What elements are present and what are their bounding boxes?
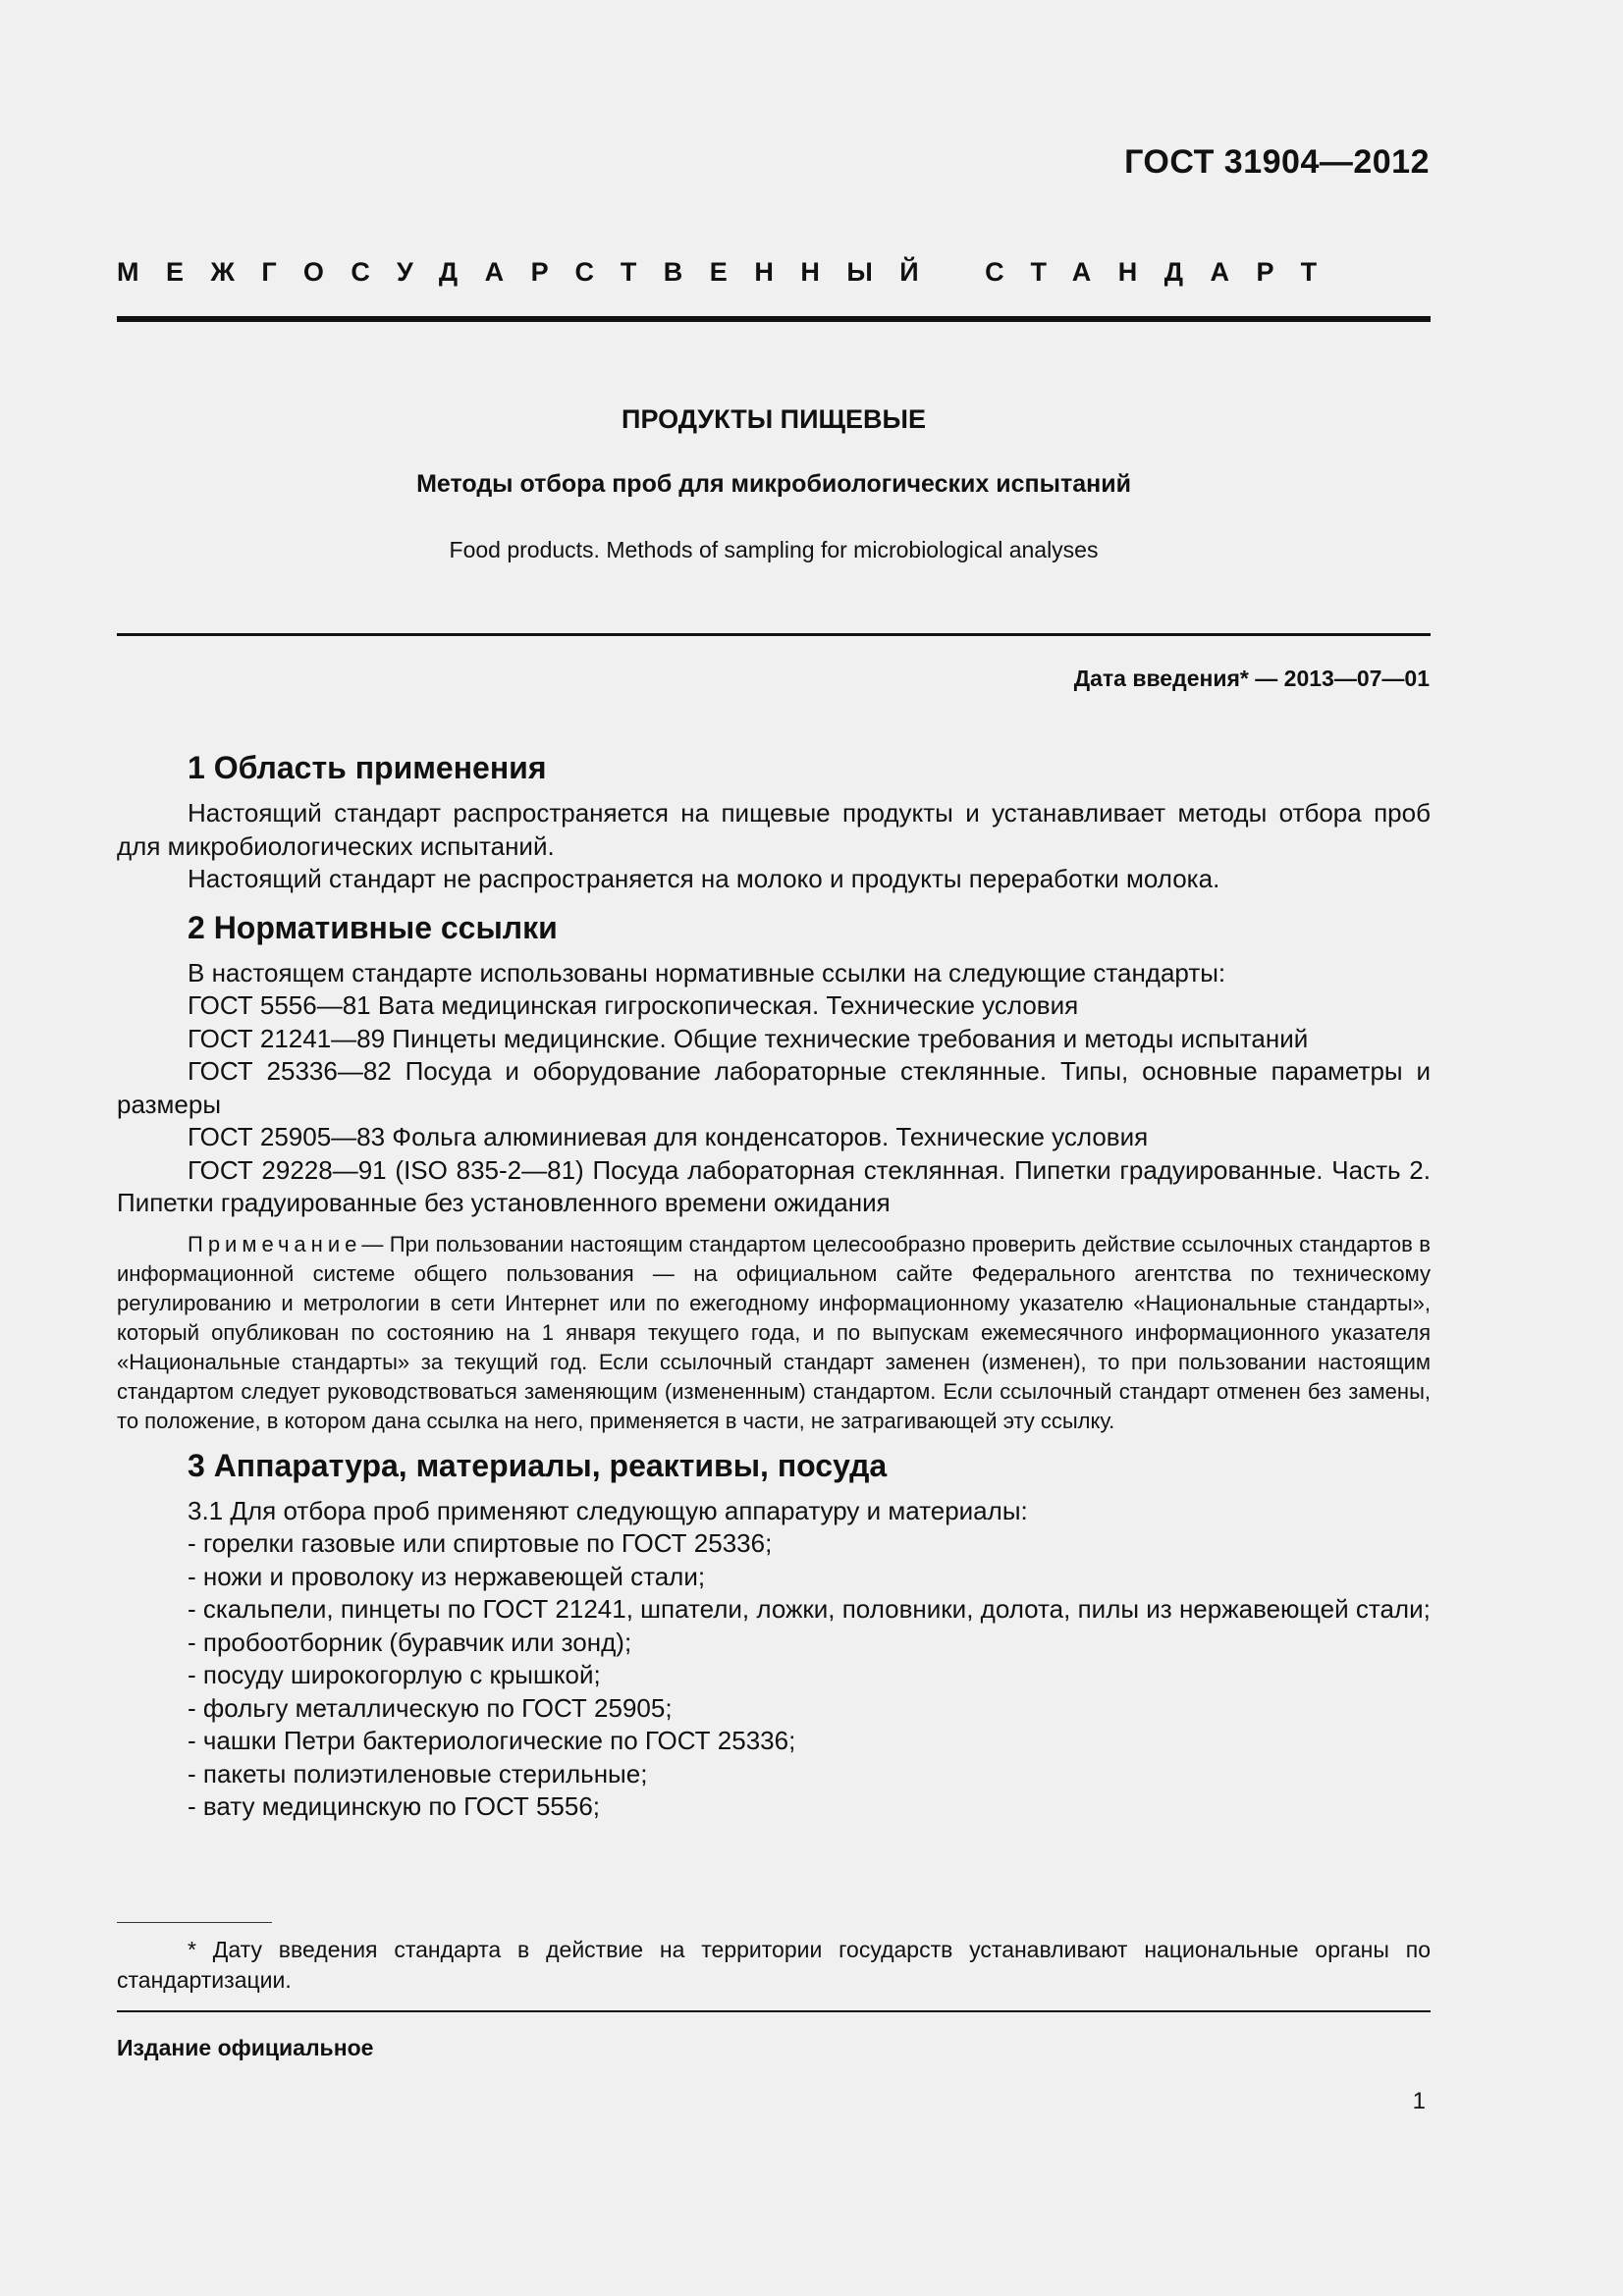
reference-item: ГОСТ 21241—89 Пинцеты медицинские. Общие технические требования и методы испытаний xyxy=(188,1023,1309,1053)
banner-right: СТАНДАРТ xyxy=(985,257,1344,287)
title-rule xyxy=(117,633,1431,636)
section-2-heading: 2 Нормативные ссылки xyxy=(188,909,558,945)
paragraph: Настоящий стандарт распространяется на пищевые продукты и устанавливает методы отбора проб для микробиологических испытаний. xyxy=(117,798,1431,861)
reference-item: ГОСТ 29228—91 (ISO 835-2—81) Посуда лабораторная стеклянная. Пипетки градуированные. Часть 2. Пипетки градуированные без установленного времени ожидания xyxy=(117,1154,1431,1217)
footer-rule xyxy=(117,2010,1431,2012)
edition-label: Издание официальное xyxy=(117,2035,374,2060)
reference-item: ГОСТ 25336—82 Посуда и оборудование лабораторные стеклянные. Типы, основные параметры и размеры xyxy=(117,1056,1431,1119)
page-number: 1 xyxy=(1412,2088,1426,2114)
paragraph: Настоящий стандарт не распространяется на молоко и продукты переработки молока. xyxy=(188,864,1220,893)
section-3-heading: 3 Аппаратура, материалы, реактивы, посуда xyxy=(188,1447,888,1483)
list-item: - скальпели, пинцеты по ГОСТ 21241, шпатели, ложки, половники, долота, пилы из нержавеющей стали; xyxy=(188,1594,1431,1624)
list-item: - посуду широкогорлую с крышкой; xyxy=(188,1660,601,1689)
banner-left: МЕЖГОСУДАРСТВЕННЫЙ xyxy=(117,257,947,287)
paragraph: В настоящем стандарте использованы нормативные ссылки на следующие стандарты: xyxy=(188,957,1226,988)
footnote: * Дату введения стандарта в действие на территории государств устанавливают национальные органы по стандартизации. xyxy=(117,1937,1431,1993)
footnote-rule xyxy=(117,1922,272,1923)
document-subtitle: Методы отбора проб для микробиологических испытаний xyxy=(416,470,1131,498)
document-title: ПРОДУКТЫ ПИЩЕВЫЕ xyxy=(622,404,926,434)
section-1-heading: 1 Область применения xyxy=(188,750,547,785)
list-item: - пакеты полиэтиленовые стерильные; xyxy=(188,1758,648,1789)
note-text: — При пользовании настоящим стандартом целесообразно проверить действие ссылочных стандартов в информационной системе общего пользования — на официальном сайте Федерального агентства по техническому регулированию и метрологии в сети Интернет или по ежегодному информационному указателю «Национальные стандарты», который опубликован по состоянию на 1 января текущего года, и по выпускам ежемесячного информационного указателя «Национальные стандарты» за текущий год. Если ссылочный стандарт заменен (изменен), то при пользовании настоящим стандартом следует руководствоваться заменяющим (измененным) стандартом. Если ссылочный стандарт отменен без замены, то положение, в котором дана ссылка на него, применяется в части, не затрагивающей эту ссылку. xyxy=(117,1231,1431,1433)
paragraph: 3.1 Для отбора проб применяют следующую аппаратуру и материалы: xyxy=(188,1495,1028,1525)
list-item: - чашки Петри бактериологические по ГОСТ 25336; xyxy=(188,1726,796,1755)
list-item: - вату медицинскую по ГОСТ 5556; xyxy=(188,1791,601,1821)
list-item: - пробоотборник (буравчик или зонд); xyxy=(188,1627,632,1657)
document-body xyxy=(117,746,1431,1824)
list-item: - горелки газовые или спиртовые по ГОСТ 25336; xyxy=(188,1528,773,1558)
english-title: Food products. Methods of sampling for microbiological analyses xyxy=(449,537,1099,562)
note-paragraph xyxy=(117,1230,1431,1436)
header-rule xyxy=(117,316,1431,322)
document-number: ГОСТ 31904—2012 xyxy=(1124,143,1430,181)
note-label: Примечание xyxy=(188,1231,362,1256)
list-item: - ножи и проволоку из нержавеющей стали; xyxy=(188,1561,706,1591)
introduction-date: Дата введения* — 2013—07—01 xyxy=(1073,666,1430,691)
reference-item: ГОСТ 5556—81 Вата медицинская гигроскопическая. Технические условия xyxy=(188,990,1079,1020)
standard-banner xyxy=(117,257,1431,288)
list-item: - фольгу металлическую по ГОСТ 25905; xyxy=(188,1692,673,1723)
reference-item: ГОСТ 25905—83 Фольга алюминиевая для конденсаторов. Технические условия xyxy=(188,1122,1149,1151)
